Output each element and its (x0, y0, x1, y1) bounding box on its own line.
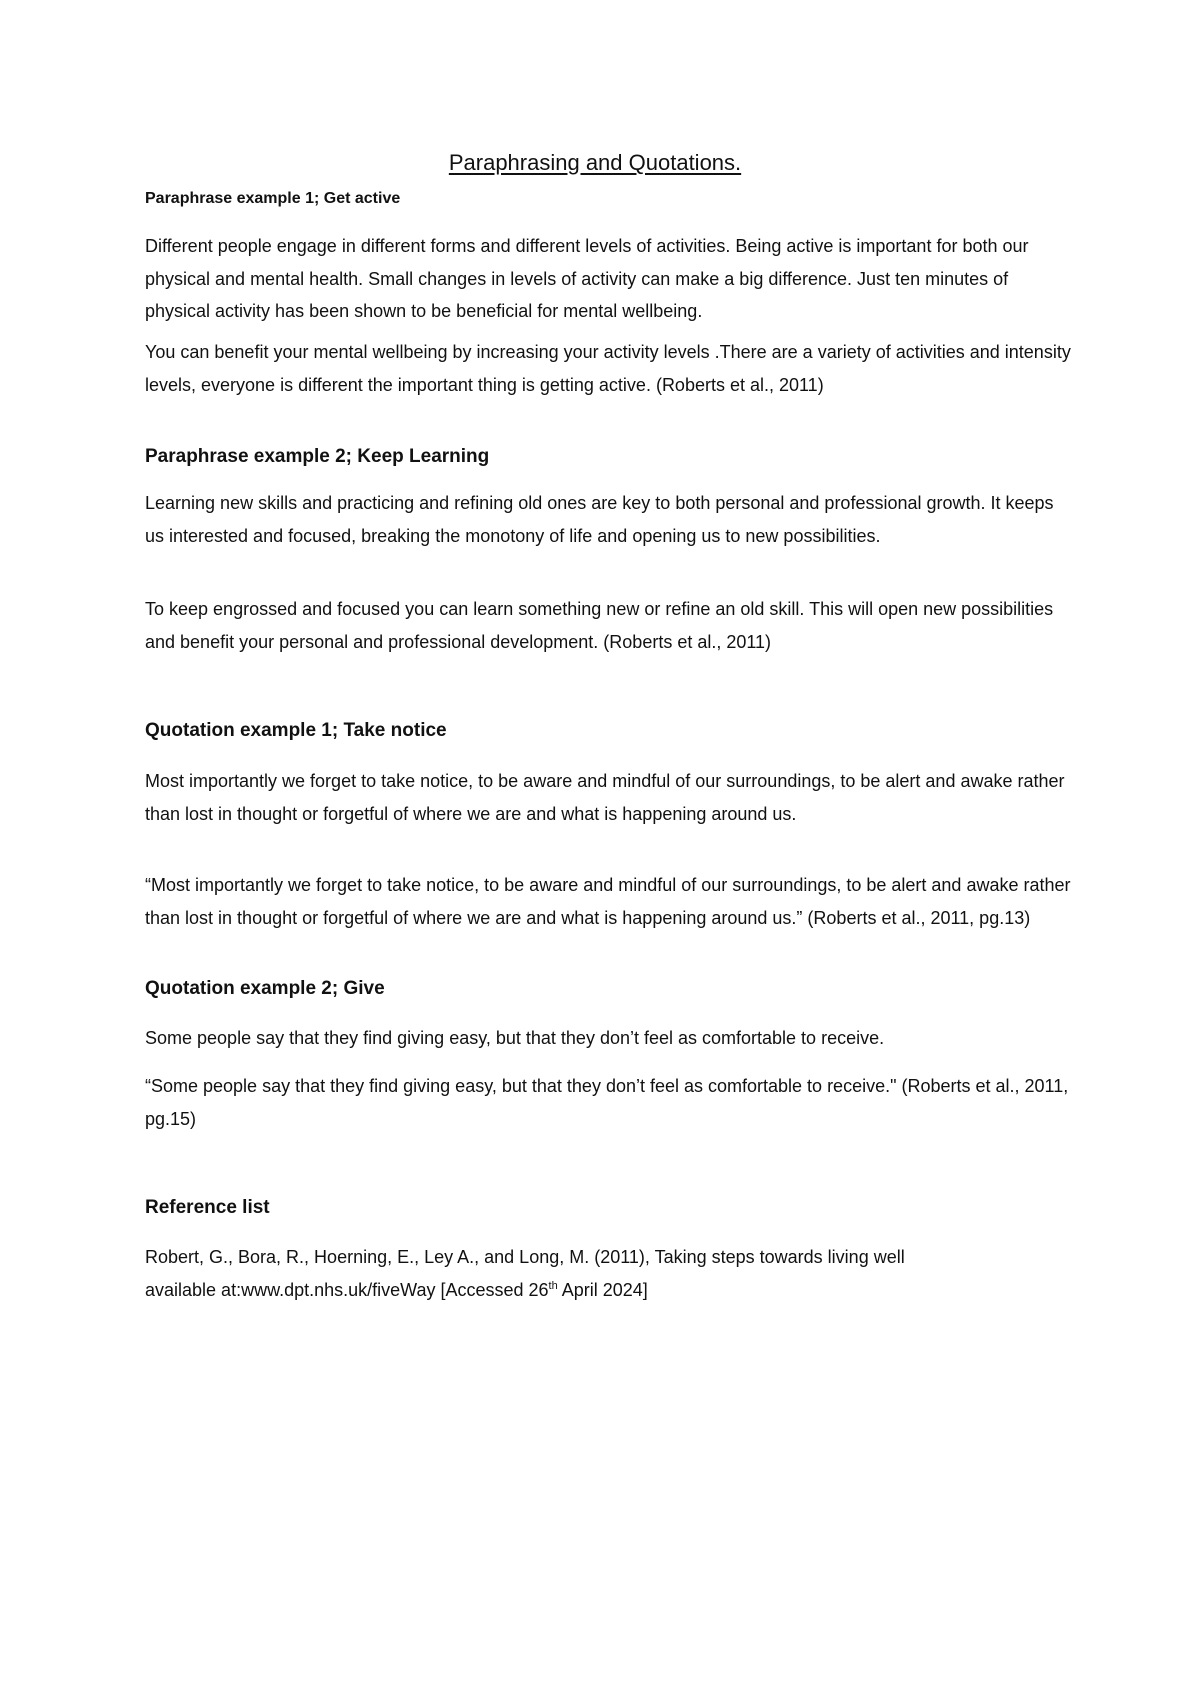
paraphrase-2-original: Learning new skills and practicing and refining old ones are key to both personal and professional growth. It keeps us interested and focused, breaking the monotony of life and opening us to new possibilities. (145, 493, 1054, 546)
paraphrase-2-paraphrase: To keep engrossed and focused you can learn something new or refine an old skill. This will open new possibilities and benefit your personal and professional development. (Roberts et al., 2011) (145, 599, 1054, 652)
paraphrase-1-original: Different people engage in different forms and different levels of activities. Being active is important for both our physical and mental health. Small changes in levels of activity can make a big difference. Just ten minutes of physical activity has been shown to be beneficial for mental wellbeing. (145, 236, 1029, 321)
quotation-2-quote: “Some people say that they find giving easy, but that they don’t feel as comfortable to receive." (Roberts et al., 2011, pg.15) (145, 1076, 1069, 1129)
quotation-1-original: Most importantly we forget to take notice, to be aware and mindful of our surroundings, to be alert and awake rather than lost in thought or forgetful of where we are and what is happening around us. (145, 771, 1065, 824)
quotation-1-quote: “Most importantly we forget to take notice, to be aware and mindful of our surroundings, to be alert and awake rather than lost in thought or forgetful of where we are and what is happening around us.” (Roberts et al., 2011, pg.13) (145, 875, 1071, 928)
paraphrase-2-heading: Paraphrase example 2; Keep Learning (145, 446, 490, 467)
reference-entry-ordinal: th (548, 1279, 558, 1292)
quotation-2-original: Some people say that they find giving easy, but that they don’t feel as comfortable to receive. (145, 1028, 885, 1048)
reference-entry-line-2-prefix: available at:www.dpt.nhs.uk/fiveWay [Accessed 26 (145, 1279, 549, 1300)
quotation-1-heading: Quotation example 1; Take notice (145, 720, 447, 741)
reference-entry-line-1: Robert, G., Bora, R., Hoerning, E., Ley A., and Long, M. (2011), Taking steps towards living well (145, 1247, 905, 1267)
paraphrase-1-paraphrase: You can benefit your mental wellbeing by increasing your activity levels .There are a variety of activities and intensity levels, everyone is different the important thing is getting active. (Roberts et al., 2011) (145, 342, 1071, 395)
document-title: Paraphrasing and Quotations. (448, 150, 742, 175)
reference-entry-line-2-suffix: April 2024] (557, 1279, 648, 1300)
paraphrase-1-heading: Paraphrase example 1; Get active (145, 190, 401, 207)
reference-list-heading: Reference list (145, 1197, 270, 1218)
reference-entry (145, 1241, 1075, 1306)
quotation-2-heading: Quotation example 2; Give (145, 978, 385, 999)
